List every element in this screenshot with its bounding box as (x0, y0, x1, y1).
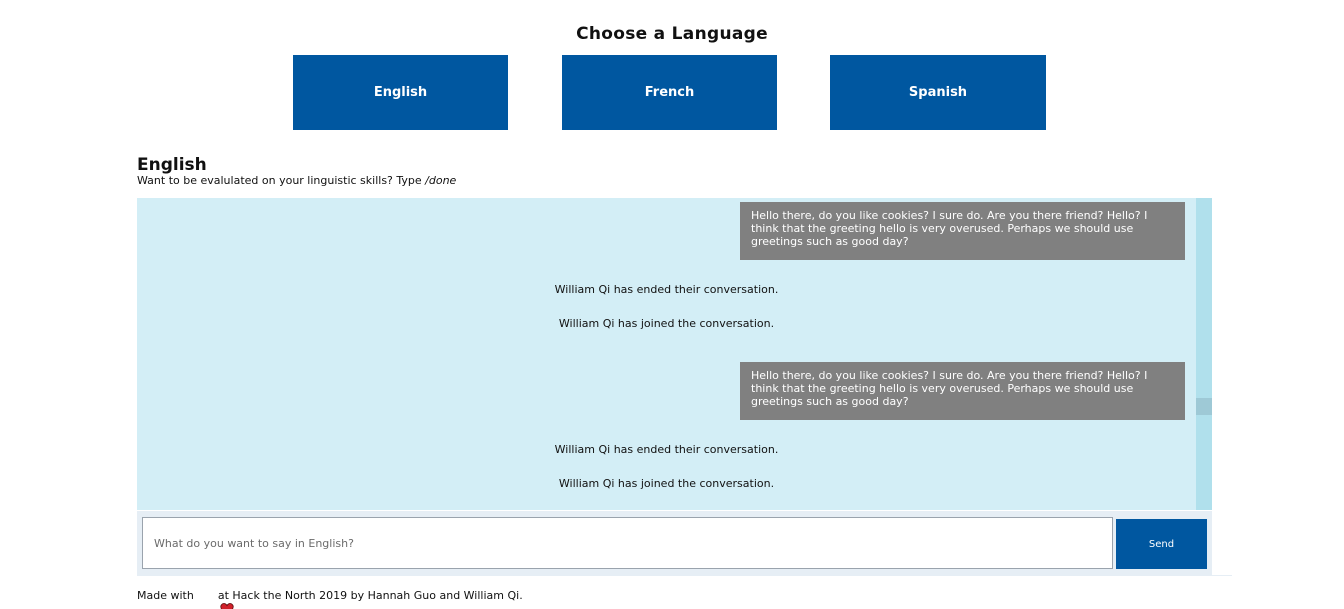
footer-credits: at Hack the North 2019 by Hannah Guo and William Qi. (217, 589, 523, 602)
system-message: William Qi has ended their conversation. (554, 283, 779, 296)
chat-language-heading: English (137, 155, 207, 175)
system-message: William Qi has joined the conversation. (558, 317, 775, 330)
system-message: William Qi has joined the conversation. (558, 477, 775, 490)
instruction-text: Want to be evalulated on your linguistic skills? Type (137, 174, 426, 187)
chat-log[interactable] (137, 198, 1212, 510)
composer-divider (1212, 575, 1232, 576)
language-button-french[interactable]: French (562, 55, 777, 130)
heart-icon (199, 590, 213, 602)
chat-scrollbar[interactable] (1196, 198, 1212, 510)
footer-prefix: Made with (137, 589, 194, 602)
evaluation-instruction (137, 174, 456, 187)
scrollbar-thumb[interactable] (1196, 398, 1212, 415)
message-input[interactable] (142, 517, 1113, 569)
message-bubble: Hello there, do you like cookies? I sure do. Are you there friend? Hello? I think that the greeting hello is very overused. Perhaps we should use greetings such as good day? (740, 362, 1185, 420)
page-title: Choose a Language (576, 24, 768, 44)
send-button[interactable]: Send (1116, 519, 1207, 569)
language-button-english[interactable]: English (293, 55, 508, 130)
done-command: /done (425, 174, 457, 187)
language-button-spanish[interactable]: Spanish (830, 55, 1046, 130)
footer (137, 589, 523, 602)
system-message: William Qi has ended their conversation. (554, 443, 779, 456)
message-bubble: Hello there, do you like cookies? I sure do. Are you there friend? Hello? I think that the greeting hello is very overused. Perhaps we should use greetings such as good day? (740, 202, 1185, 260)
